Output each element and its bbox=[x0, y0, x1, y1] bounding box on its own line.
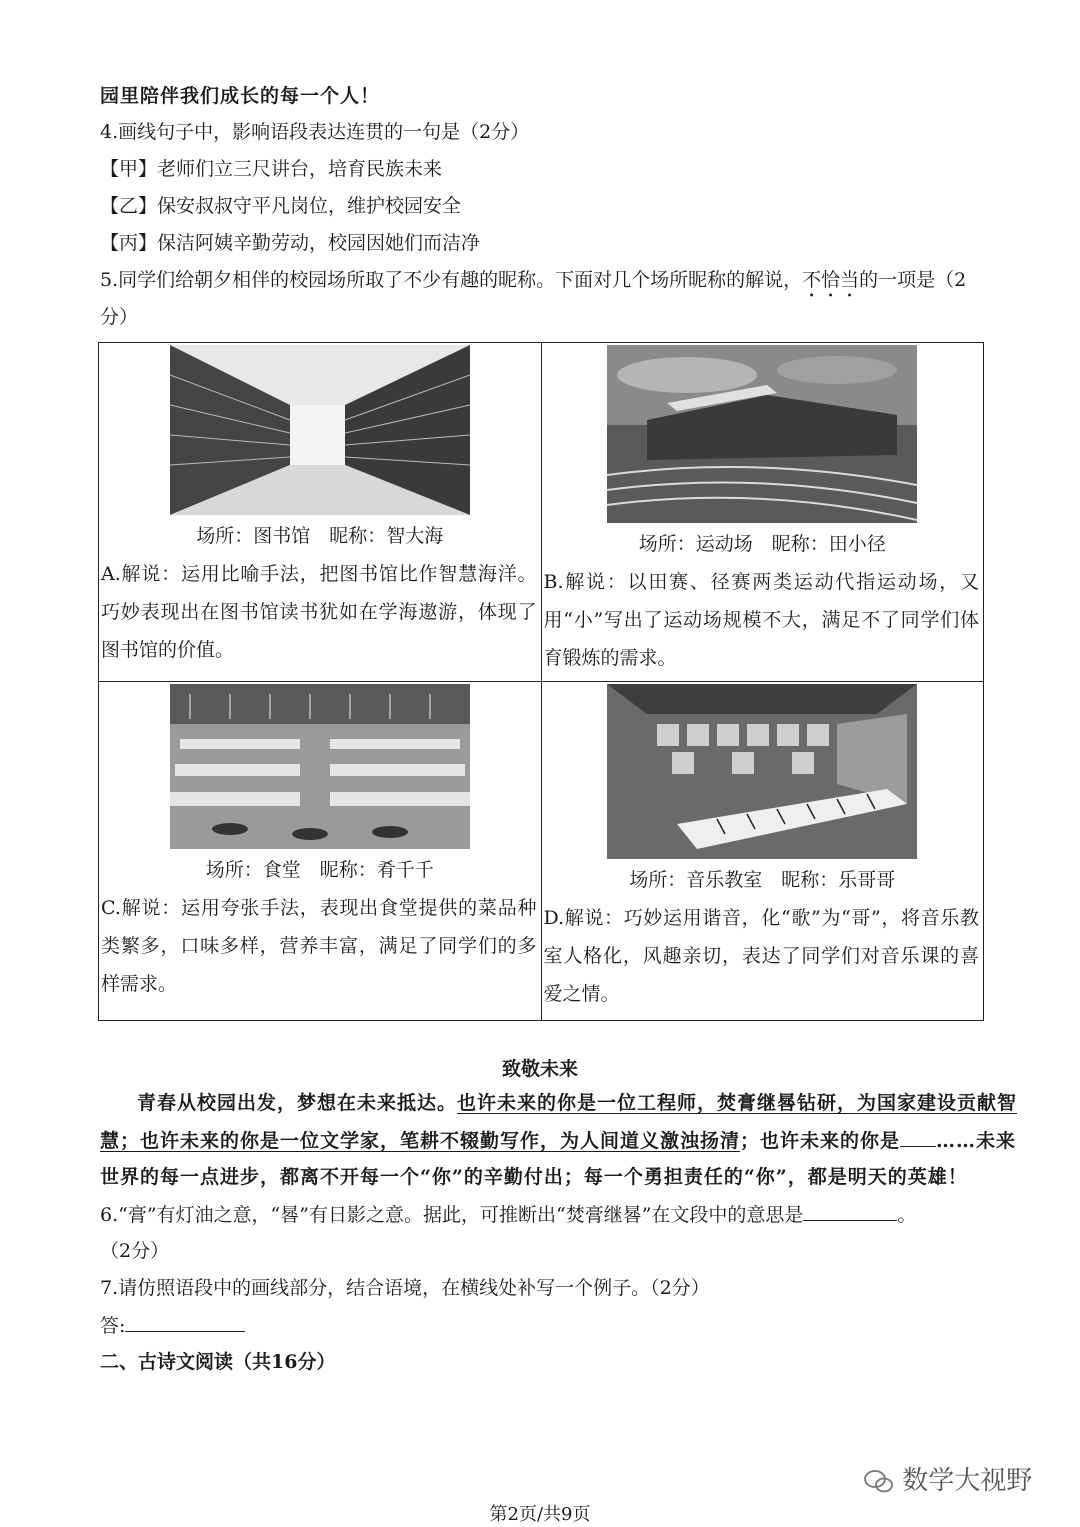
canteen-photo bbox=[170, 684, 470, 849]
page-footer: 第2页/共9页 bbox=[489, 1504, 591, 1525]
q4-stem: 4.画线句子中，影响语段表达连贯的一句是（2分） bbox=[100, 121, 530, 143]
places-table bbox=[98, 342, 984, 1021]
q6 bbox=[100, 1202, 916, 1227]
library-caption: 场所：图书馆 昵称：智大海 bbox=[196, 525, 444, 547]
q7-answer-label: 答: bbox=[100, 1315, 126, 1337]
place-cell-sports-field bbox=[541, 343, 984, 682]
passage-line-2-underlined: 慧；也许未来的你是一位文学家，笔耕不辍勤写作，为人间道义激浊扬清 bbox=[100, 1130, 741, 1152]
intro-tail: 园里陪伴我们成长的每一个人！ bbox=[100, 85, 381, 107]
section-2-heading: 二、古诗文阅读（共16分） bbox=[100, 1351, 336, 1373]
passage-line-1-underlined: 也许未来的你是一位工程师，焚膏继晷钻研，为国家建设贡献智 bbox=[457, 1092, 1018, 1114]
library-photo bbox=[170, 345, 470, 515]
q7-answer-blank[interactable] bbox=[125, 1313, 245, 1332]
option-a-explanation: A.解说：运用比喻手法，把图书馆比作智慧海洋。巧妙表现出在图书馆读书犹如在学海遨游，体现了图书馆的价值。 bbox=[101, 563, 537, 661]
passage-line-2-tail: ……未来 bbox=[936, 1130, 1017, 1152]
q4-option-bing: 【丙】保洁阿姨辛勤劳动，校园因她们而洁净 bbox=[100, 232, 481, 254]
place-cell-library bbox=[99, 343, 542, 682]
q7-answer bbox=[100, 1313, 245, 1338]
q5-stem-before: 5.同学们给朝夕相伴的校园场所取了不少有趣的昵称。下面对几个场所昵称的解说， bbox=[100, 269, 803, 291]
passage-line-2-plain: ；也许未来的你是 bbox=[740, 1130, 901, 1152]
watermark-text: 数学大视野 bbox=[902, 1466, 1033, 1496]
watermark bbox=[864, 1460, 1032, 1497]
option-c-explanation: C.解说：运用夸张手法，表现出食堂提供的菜品种类繁多，口味多样，营养丰富，满足了同学们的多样需求。 bbox=[101, 897, 537, 995]
passage-line-1-plain: 青春从校园出发，梦想在未来抵达。 bbox=[137, 1092, 458, 1114]
sports-field-caption: 场所：运动场 昵称：田小径 bbox=[638, 533, 886, 555]
music-room-caption: 场所：音乐教室 昵称：乐哥哥 bbox=[629, 869, 896, 891]
q7-text: 7.请仿照语段中的画线部分，结合语境，在横线处补写一个例子。（2分） bbox=[100, 1277, 710, 1299]
q5-stem-line2: 分） bbox=[100, 306, 139, 328]
q5-stem bbox=[100, 268, 966, 302]
music-room-photo bbox=[607, 684, 917, 859]
passage-title: 致敬未来 bbox=[501, 1058, 578, 1080]
place-cell-music-room bbox=[541, 682, 984, 1021]
passage-line-1 bbox=[137, 1091, 1017, 1115]
q4-option-jia: 【甲】老师们立三尺讲台，培育民族未来 bbox=[100, 158, 443, 180]
canteen-caption: 场所：食堂 昵称：肴千千 bbox=[205, 859, 434, 881]
option-d-explanation: D.解说：巧妙运用谐音，化“歌”为“哥”，将音乐教室人格化，风趣亲切，表达了同学们对音乐课的喜爱之情。 bbox=[543, 907, 979, 1005]
place-cell-canteen bbox=[99, 682, 542, 1021]
wechat-icon bbox=[864, 1469, 894, 1495]
passage-line-3: 世界的每一点进步，都离不开每一个“你”的辛勤付出；每一个勇担责任的“你”，都是明天的英雄！ bbox=[100, 1166, 968, 1188]
q6-answer-blank[interactable] bbox=[803, 1202, 897, 1221]
passage-blank bbox=[900, 1128, 936, 1147]
q6-end: 。 bbox=[897, 1204, 917, 1226]
sports-field-photo bbox=[607, 345, 917, 523]
q5-stem-after: 的一项是（2 bbox=[859, 269, 967, 291]
q4-option-yi: 【乙】保安叔叔守平凡岗位，维护校园安全 bbox=[100, 195, 462, 217]
q6-score: （2分） bbox=[100, 1240, 170, 1262]
passage-line-2 bbox=[100, 1128, 1016, 1153]
option-b-explanation: B.解说：以田赛、径赛两类运动代指运动场，又用“小”写出了运动场规模不大，满足不了同学们体育锻炼的需求。 bbox=[543, 571, 979, 669]
q5-stem-emphasis: 不恰当 bbox=[802, 269, 860, 291]
q6-text: 6.“膏”有灯油之意，“晷”有日影之意。据此，可推断出“焚膏继晷”在文段中的意思是 bbox=[100, 1204, 804, 1226]
